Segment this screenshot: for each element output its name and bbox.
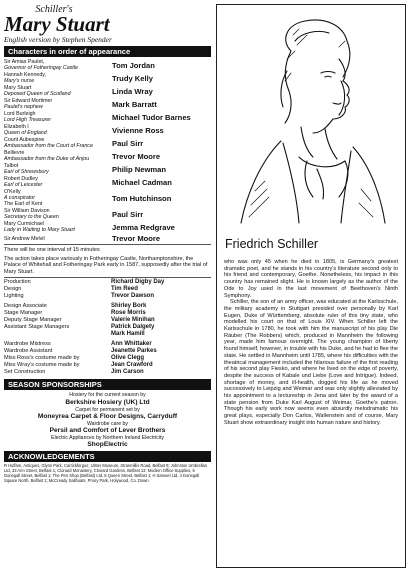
character-label: Sir Edward Mortimer <box>4 98 53 104</box>
sponsor-list <box>4 392 211 449</box>
character-description: Lord High Treasurer <box>4 117 52 123</box>
credit-role: Lighting <box>4 293 24 300</box>
actor-name: Tom Jordan <box>112 60 155 70</box>
cast-roles <box>4 59 112 71</box>
divider <box>4 277 211 278</box>
cast-roles <box>4 176 112 188</box>
credit-role: Wardrobe Mistress <box>4 341 51 348</box>
character-name <box>4 85 112 97</box>
credit-role: Miss Wray's costume made by <box>4 362 80 369</box>
character-label: Robert Dudley <box>4 176 38 182</box>
cast-row <box>4 150 211 162</box>
cast-row <box>4 72 211 84</box>
credit-row <box>4 317 211 324</box>
sponsor-name: Moneyrea Carpet & Floor Designs, Carryduff <box>37 412 178 420</box>
cast-roles <box>4 221 112 233</box>
character-name <box>4 111 112 123</box>
cast-row <box>4 234 211 243</box>
credit-person: Tim Reed <box>111 286 138 293</box>
sponsor-entry <box>4 435 211 449</box>
acknowledgements-text: R Huffam, Antiques, Glynn Park, Carrickfergus; Ulster Museum, Stranmillis Road, Belfast 9; Johnston Umbrellas Ltd, 33 Ann Street, Belfast 1; Clonard Monastery, Clonard Gardens, Belfast 13; Modern Office Supplies, 5 Donegall Street, Belfast 1; The Pen Shop (Belfast) Ltd, 8 Queen Street, Belfast 1; H Samuel Ltd, 4 Donegall Square North, Belfast 1; McCready Sailboats, Priory Park, Holywood, Co. Down. <box>4 463 207 484</box>
feature-title: Friedrich Schiller <box>225 237 319 251</box>
acknowledgements-heading: ACKNOWLEDGEMENTS <box>4 451 211 462</box>
character-label: The Earl of Kent <box>4 201 43 207</box>
sponsor-entry <box>4 421 211 435</box>
cast-row <box>4 98 211 110</box>
actor-name: Tom Hutchinson <box>112 193 172 203</box>
cast-roles <box>4 163 112 175</box>
character-label: Lord Burleigh <box>4 111 36 117</box>
sponsor-name: Berkshire Hosiery (UK) Ltd <box>65 398 150 406</box>
character-description: Deposed Queen of Scotland <box>4 91 71 97</box>
sponsor-name: Persil and Comfort of Lever Brothers <box>49 426 166 434</box>
schiller-portrait <box>221 11 399 229</box>
character-description: Ambassador from the Court of France <box>4 143 93 149</box>
pre-title: Schiller's <box>35 4 73 15</box>
character-label: O'Kelly <box>4 189 21 195</box>
credit-person: Shirley Bork <box>111 303 147 310</box>
setting-note: The action takes place variously in Fotheringay Castle, Northamptonshire, the Palace of Whitehall and Fotheringay Park early in 1587, supposedly after the trial of Mary Stuart. <box>4 255 208 275</box>
production-credits <box>4 279 211 376</box>
cast-roles <box>4 150 112 162</box>
credit-role: Production <box>4 279 31 286</box>
actor-name: Jemma Redgrave <box>112 222 175 232</box>
credit-row <box>4 303 211 310</box>
character-name <box>4 221 112 233</box>
credit-role: Deputy Stage Manager <box>4 317 62 324</box>
cast-row <box>4 59 211 71</box>
character-name <box>4 124 112 136</box>
character-description: Ambassador from the Duke of Anjou <box>4 156 90 162</box>
character-description: Mary's nurse <box>4 78 35 84</box>
character-description: A conspirator <box>4 195 36 201</box>
actor-name: Paul Sirr <box>112 209 144 219</box>
cast-roles <box>4 111 112 123</box>
schiller-feature <box>216 4 406 568</box>
sponsor-entry <box>4 392 211 406</box>
character-label: Mary Curmichael <box>4 221 45 227</box>
credit-role: Stage Manager <box>4 310 43 317</box>
sponsorships-heading: SEASON SPONSORSHIPS <box>4 379 211 390</box>
credit-role: Wardrobe Assistant <box>4 348 53 355</box>
credit-row <box>4 341 211 348</box>
character-label: Count Aubespine <box>4 137 45 143</box>
character-label: Sir William Davison <box>4 208 50 214</box>
character-name <box>4 163 112 175</box>
credit-person: Mark Hamill <box>111 331 145 338</box>
credit-person: Olive Clegg <box>111 355 145 362</box>
character-description: Earl of Shrewsbury <box>4 169 49 175</box>
character-label: Hannah Kennedy, <box>4 72 47 78</box>
sponsor-description: Electric Appliances by Northern Ireland Electricity <box>50 434 165 441</box>
actor-name: Philip Newman <box>112 164 167 174</box>
credit-row <box>4 348 211 355</box>
credit-role: Set Construction <box>4 369 46 376</box>
cast-roles <box>4 189 112 207</box>
sponsor-name: ShopElectric <box>87 441 128 449</box>
actor-name: Mark Barratt <box>112 99 157 109</box>
character-label: Elizabeth I <box>4 124 29 130</box>
cast-roles <box>4 85 112 97</box>
credit-person: Ann Whittaker <box>111 341 152 348</box>
credit-role <box>4 331 111 338</box>
credit-row <box>4 324 211 331</box>
masthead <box>4 4 211 44</box>
credit-row <box>4 355 211 362</box>
character-description: Secretary to the Queen <box>4 214 59 220</box>
credit-person: Valerie Minihan <box>111 317 155 324</box>
cast-row <box>4 111 211 123</box>
actor-name: Paul Sirr <box>112 138 144 148</box>
credit-person: Trevor Dawson <box>111 293 155 300</box>
credit-row <box>4 286 211 293</box>
credit-person: Jeanette Parkes <box>111 348 157 355</box>
actor-name: Michael Cadman <box>112 177 172 187</box>
character-label: Bellievre <box>4 150 25 156</box>
sponsor-entry <box>4 407 211 421</box>
character-name <box>4 137 112 149</box>
actor-name: Linda Wray <box>112 86 153 96</box>
cast-heading: Characters in order of appearance <box>4 46 211 57</box>
cast-roles <box>4 72 112 84</box>
character-label: Mary Stuart <box>4 85 32 91</box>
credit-row <box>4 362 211 369</box>
actor-name: Trevor Moore <box>112 234 161 243</box>
cast-roles <box>4 124 112 136</box>
credit-person: Richard Digby Day <box>111 279 165 286</box>
character-description: Queen of England <box>4 130 47 136</box>
translation-credit: English version by Stephen Spender <box>4 35 112 44</box>
credit-person: Patrick Dalgety <box>111 324 155 331</box>
cast-list <box>4 59 211 243</box>
play-title: Mary Stuart <box>4 12 110 36</box>
cast-roles <box>4 98 112 110</box>
cast-roles <box>4 236 112 242</box>
character-name <box>4 236 112 242</box>
cast-roles <box>4 208 112 220</box>
credit-row <box>4 279 211 286</box>
character-name <box>4 59 112 71</box>
credit-row <box>4 293 211 300</box>
credit-person: Jim Carson <box>111 369 144 376</box>
left-column <box>4 4 211 483</box>
sponsor-description: Wardrobe care by <box>86 420 129 427</box>
cast-row <box>4 176 211 188</box>
character-description: Earl of Leicester <box>4 182 43 188</box>
character-name <box>4 72 112 84</box>
character-name <box>4 176 112 188</box>
bio-paragraph: Schiller, the son of an army officer, was educated at the Karlsschule, the military academy in Stuttgart presided over personally by Karl Eugen, Duke of Württemberg, absolute ruler of this tiny state, who modelled his court on that of Louis XIV. When Schiller left the Karlsschule in 1780, he took with him the manuscript of his play Die Räuber (The Robbers) which, produced in Mannheim the following year, made him famous overnight. The young champion of liberty found himself, however, in trouble with his Duke, and he had to flee the state. He settled in Mannheim until 1785, where his difficulties with the theatrical management included the hilarious failure of the first reading of his second play Fiesko, and where he lived on the edge of poverty, despite the success of Kabale und Liebe (Love and Intrigue). Indeed, shortage of money, and ill-health, dogged his life as he moved successively to Leipzig and Weimar and was only slightly alleviated by his appointment to a lectureship in Jena and later by the award of a state pension from Duke Karl August of Weimar, Goethe's patron. Though his early work now seems even absurdly melodramatic his great plays, especially Don Carlos, Wallenstein and of course, Mary Stuart show extraordinary insight into human nature and history. <box>224 299 398 426</box>
credit-role: Design <box>4 286 22 293</box>
character-name <box>4 201 112 207</box>
cast-row <box>4 137 211 149</box>
sponsor-description: Carpet for permanent set by <box>75 406 140 413</box>
credit-person: Jean Crawford <box>111 362 153 369</box>
actor-name: Vivienne Ross <box>112 125 164 135</box>
credit-row <box>4 331 211 338</box>
character-name <box>4 208 112 220</box>
character-name <box>4 189 112 201</box>
cast-roles <box>4 137 112 149</box>
cast-row <box>4 163 211 175</box>
interval-note: There will be one interval of 15 minutes <box>4 247 100 253</box>
actor-name: Michael Tudor Barnes <box>112 112 191 122</box>
cast-row <box>4 85 211 97</box>
sponsor-description: Hosiery for the current season by <box>69 392 146 399</box>
actor-name: Trudy Kelly <box>112 73 153 83</box>
character-description: Lady in Waiting to Mary Stuart <box>4 227 75 233</box>
character-label: Sir Amias Paulet, <box>4 59 45 65</box>
credit-row <box>4 369 211 376</box>
cast-row <box>4 189 211 207</box>
divider <box>4 244 211 245</box>
cast-row <box>4 124 211 136</box>
actor-name: Trevor Moore <box>112 151 161 161</box>
credit-role: Miss Ross's costume made by <box>4 355 80 362</box>
character-description: Governor of Fotheringay Castle <box>4 65 78 71</box>
character-name <box>4 150 112 162</box>
bio-paragraph: who was only 45 when he died in 1805, is Germany's greatest dramatic poet, and he stands in his country's literature second only to his friend and contemporary, Goethe. Nonetheless, his impact in this country has remained slight. He is known largely as the author of the Ode to Joy used in the last movement of Beethoven's Ninth Symphony. <box>224 259 398 299</box>
character-name <box>4 98 112 110</box>
credit-person: Rose Morris <box>111 310 146 317</box>
credit-role: Assistant Stage Managers <box>4 324 70 331</box>
biography-text <box>224 259 398 427</box>
cast-row <box>4 208 211 220</box>
character-label: Sir Andrew Melvil <box>4 235 45 242</box>
character-description: Paulet's nephew <box>4 104 43 110</box>
credit-row <box>4 310 211 317</box>
credit-role: Design Associate <box>4 303 47 310</box>
cast-row <box>4 221 211 233</box>
character-label: Talbot <box>4 163 19 169</box>
